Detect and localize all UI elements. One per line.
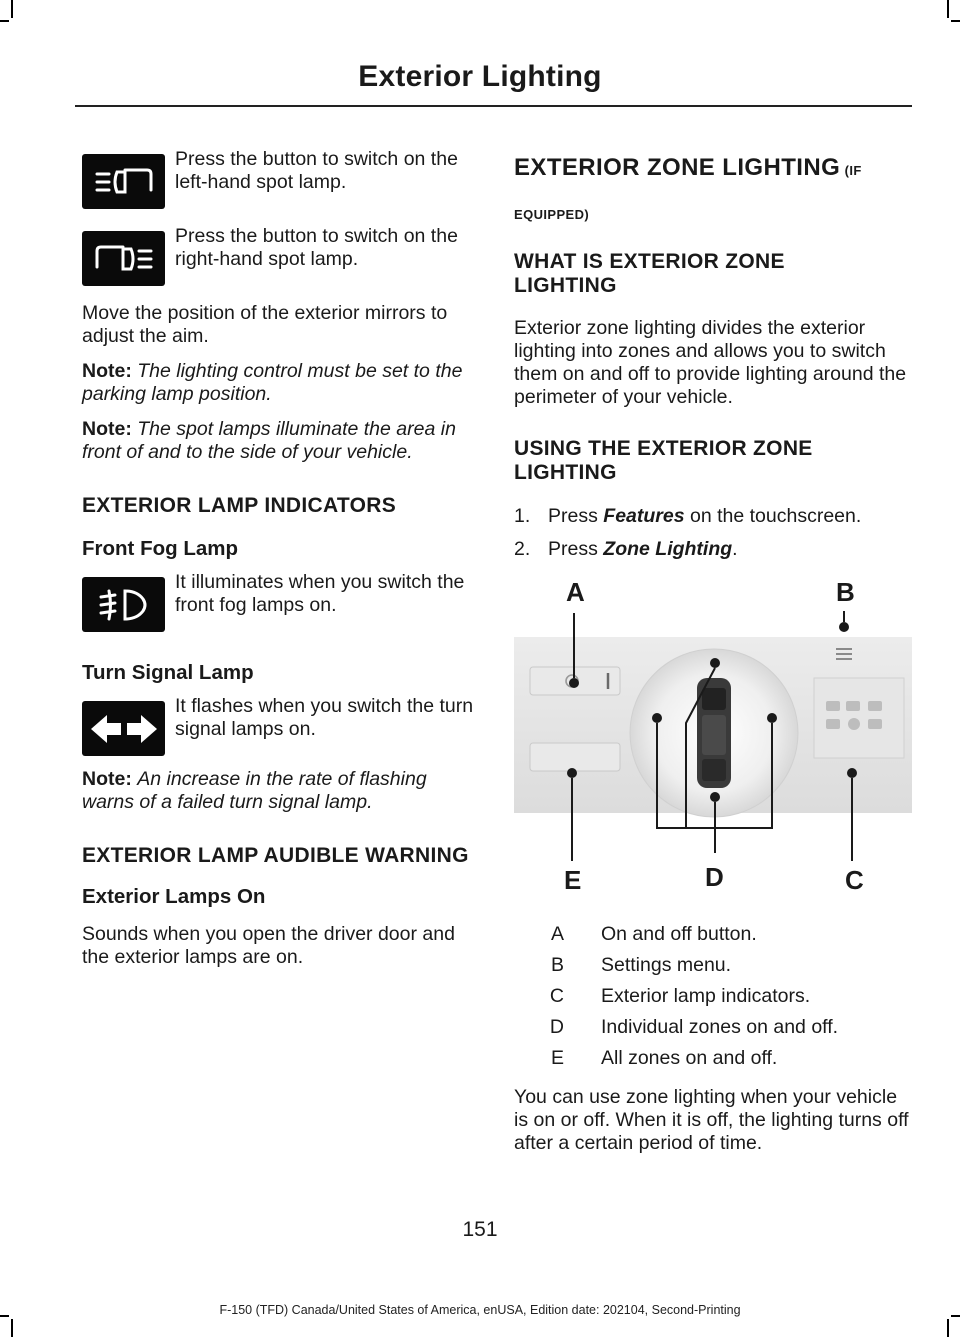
callout-label-d: D xyxy=(705,862,724,892)
legend-row xyxy=(514,923,912,946)
callout-label-e: E xyxy=(564,865,582,895)
step-item xyxy=(514,505,912,528)
step-emphasis: Zone Lighting xyxy=(603,538,733,560)
crop-mark xyxy=(11,0,13,18)
callout-label-b: B xyxy=(836,583,855,607)
crop-mark xyxy=(0,20,9,22)
right-column xyxy=(514,140,912,1155)
fog-heading: Front Fog Lamp xyxy=(82,537,239,560)
using-heading: USING THE EXTERIOR ZONE LIGHTING xyxy=(514,437,813,484)
callout-label-a: A xyxy=(566,583,585,607)
note-flashing xyxy=(82,768,474,814)
note-parking xyxy=(82,360,474,406)
edition-footer: F-150 (TFD) Canada/United States of America, enUSA, Edition date: 202104, Second-Printing xyxy=(219,1303,741,1317)
mirror-text: Move the position of the exterior mirrors to adjust the aim. xyxy=(82,302,448,347)
spot-lamp-left-row xyxy=(82,148,474,209)
callout-dot-b xyxy=(839,622,849,632)
turn-signal-icon xyxy=(82,701,165,756)
zone-title-suffix: (IF EQUIPPED) xyxy=(514,163,862,222)
legend-key: E xyxy=(550,1047,564,1069)
note-text: An increase in the rate of flashing warns of a failed turn signal lamp. xyxy=(82,768,427,813)
what-heading: WHAT IS EXTERIOR ZONE LIGHTING xyxy=(514,250,785,297)
all-zones-button[interactable] xyxy=(530,743,620,771)
legend-text: All zones on and off. xyxy=(601,1047,778,1069)
front-fog-lamp-icon xyxy=(82,577,165,632)
legend-row xyxy=(514,954,912,977)
crop-mark xyxy=(947,1319,949,1337)
note-text: The spot lamps illuminate the area in front of and to the side of your vehicle. xyxy=(82,418,456,463)
turn-heading: Turn Signal Lamp xyxy=(82,661,254,684)
step-number: 1. xyxy=(514,505,531,527)
what-text: Exterior zone lighting divides the exterior lighting into zones and allows you to switch them on and off to provide lighting around the perimeter of your vehicle. xyxy=(514,317,907,408)
header-rule xyxy=(75,105,912,107)
note-label: Note: xyxy=(82,360,132,382)
step-pre: Press xyxy=(548,505,598,527)
step-emphasis: Features xyxy=(603,505,685,527)
legend-row xyxy=(514,1016,912,1039)
legend-text: Settings menu. xyxy=(601,954,732,976)
callout-dot-a xyxy=(569,678,579,688)
legend-text: Individual zones on and off. xyxy=(601,1016,839,1038)
note-text: The lighting control must be set to the parking lamp position. xyxy=(82,360,463,405)
steps-list xyxy=(514,505,912,561)
zone-right-dot[interactable] xyxy=(767,713,777,723)
fog-lamp-row xyxy=(82,571,474,632)
step-text xyxy=(548,538,738,561)
callout-dot-c xyxy=(847,768,857,778)
right-spot-lamp-icon xyxy=(82,231,165,286)
left-spot-lamp-icon xyxy=(82,154,165,209)
turn-text: It flashes when you switch the turn signal lamps on. xyxy=(175,695,474,740)
left-column xyxy=(82,140,474,969)
legend-text: On and off button. xyxy=(601,923,757,945)
spot-right-text: Press the button to switch on the right-hand spot lamp. xyxy=(175,225,458,270)
callout-label-c: C xyxy=(845,865,864,895)
legend-key: A xyxy=(550,923,564,945)
page-header-title: Exterior Lighting xyxy=(358,60,602,93)
closing-text: You can use zone lighting when your vehicle is on or off. When it is off, the lighting turns off after a certain period of time. xyxy=(514,1086,909,1154)
zone-title xyxy=(514,149,912,237)
step-item xyxy=(514,538,912,561)
zone-lighting-diagram xyxy=(514,583,912,903)
zone-title-main: EXTERIOR ZONE LIGHTING xyxy=(514,154,841,181)
step-number: 2. xyxy=(514,538,531,560)
zone-front-dot[interactable] xyxy=(710,658,720,668)
turn-signal-row xyxy=(82,695,474,756)
legend-key: B xyxy=(550,954,564,976)
audible-heading: EXTERIOR LAMP AUDIBLE WARNING xyxy=(82,844,469,867)
note-label: Note: xyxy=(82,768,132,790)
indicators-heading: EXTERIOR LAMP INDICATORS xyxy=(82,494,397,517)
figure-legend xyxy=(514,923,912,1070)
spot-left-text: Press the button to switch on the left-hand spot lamp. xyxy=(175,148,458,193)
crop-mark xyxy=(951,20,960,22)
step-pre: Press xyxy=(548,538,598,560)
zone-left-dot[interactable] xyxy=(652,713,662,723)
spot-lamp-right-row xyxy=(82,225,474,286)
legend-key: D xyxy=(549,1016,564,1038)
lamps-on-heading: Exterior Lamps On xyxy=(82,885,266,908)
step-post: on the touchscreen. xyxy=(690,505,862,527)
lamps-on-text: Sounds when you open the driver door and the exterior lamps are on. xyxy=(82,923,455,968)
legend-key: C xyxy=(549,985,564,1007)
zone-lighting-figure xyxy=(514,583,912,903)
crop-mark xyxy=(11,1319,13,1337)
note-spot-area xyxy=(82,418,474,464)
callout-dot-e xyxy=(567,768,577,778)
indicator-panel xyxy=(814,678,904,758)
zone-rear-dot[interactable] xyxy=(710,792,720,802)
legend-row xyxy=(514,985,912,1008)
note-label: Note: xyxy=(82,418,132,440)
page-number: 151 xyxy=(462,1218,498,1241)
fog-text: It illuminates when you switch the front fog lamps on. xyxy=(175,571,465,616)
step-post: . xyxy=(732,538,738,560)
legend-row xyxy=(514,1047,912,1070)
legend-text: Exterior lamp indicators. xyxy=(601,985,811,1007)
step-text xyxy=(548,505,861,528)
crop-mark xyxy=(947,0,949,18)
